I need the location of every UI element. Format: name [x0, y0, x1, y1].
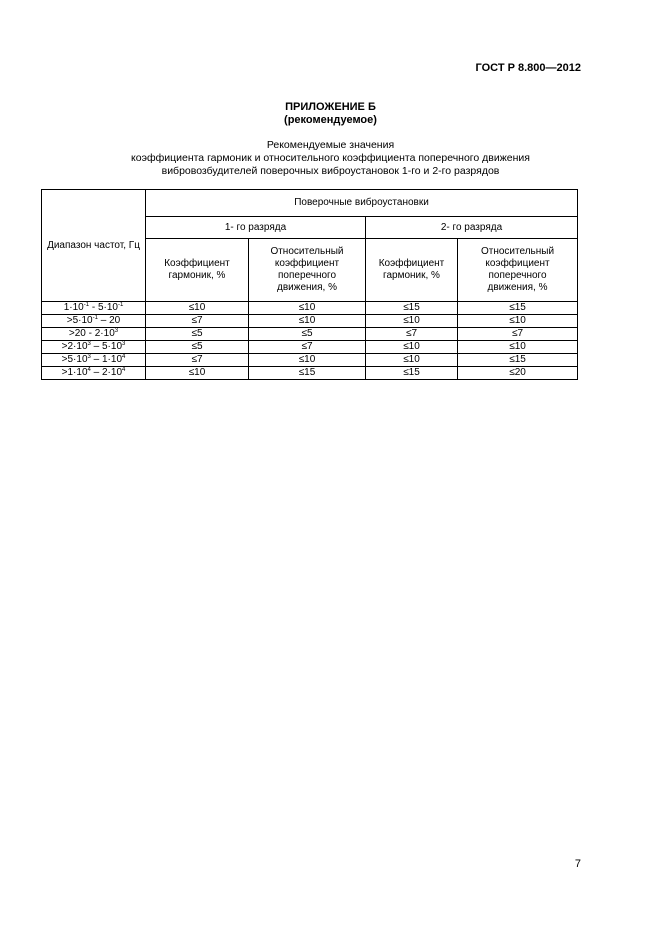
range-start: 1·10 [63, 302, 84, 313]
range-start-exponent: -1 [92, 315, 98, 321]
harmonic-coef-1-cell: ≤5 [146, 341, 249, 354]
freq-range-cell [42, 354, 146, 367]
freq-range-cell [42, 302, 146, 315]
range-separator: – [90, 341, 102, 352]
harmonic-coef-header-2: Коэффициент гармоник, % [366, 239, 458, 302]
harmonic-coef-2-cell: ≤7 [366, 328, 458, 341]
appendix-heading [0, 101, 661, 127]
range-start: >20 [68, 328, 86, 339]
table-row [42, 302, 578, 315]
range-start: >5·10 [61, 354, 88, 365]
range-end-exponent: 3 [114, 328, 119, 334]
table-row [42, 354, 578, 367]
caption-line: Рекомендуемые значения [266, 139, 395, 151]
range-end-exponent: 4 [122, 354, 126, 360]
relative-coef-2-cell: ≤15 [458, 302, 578, 315]
harmonic-coef-1-cell: ≤10 [146, 302, 249, 315]
relative-coef-header-1: Относительный коэффициент поперечного движения, % [249, 239, 366, 302]
range-start: >1·10 [61, 367, 88, 378]
table-row [42, 341, 578, 354]
harmonic-coef-1-cell: ≤7 [146, 354, 249, 367]
table-caption [0, 139, 661, 178]
range-start: >5·10 [66, 315, 93, 326]
range-end: 5·10 [97, 302, 118, 313]
freq-range-cell [42, 328, 146, 341]
relative-coef-1-cell: ≤15 [249, 367, 366, 380]
range-start-exponent: -1 [83, 302, 90, 308]
range-end-exponent: 3 [122, 341, 126, 347]
relative-coef-1-cell: ≤10 [249, 302, 366, 315]
relative-coef-1-cell: ≤10 [249, 354, 366, 367]
standard-designation: ГОСТ Р 8.800—2012 [475, 62, 581, 74]
harmonic-coef-1-cell: ≤5 [146, 328, 249, 341]
relative-coef-2-cell: ≤20 [458, 367, 578, 380]
appendix-title: ПРИЛОЖЕНИЕ Б [285, 101, 376, 113]
page-number: 7 [574, 858, 581, 870]
range-separator: – [97, 315, 110, 326]
harmonic-coef-2-cell: ≤15 [366, 367, 458, 380]
range-separator: - [89, 302, 98, 313]
harmonic-coef-2-cell: ≤15 [366, 302, 458, 315]
relative-coef-2-cell: ≤7 [458, 328, 578, 341]
group-header: Поверочные виброустановки [146, 190, 578, 217]
relative-coef-1-cell: ≤5 [249, 328, 366, 341]
range-start-exponent: 4 [87, 367, 91, 373]
range-end-exponent: 4 [122, 367, 126, 373]
table-row [42, 328, 578, 341]
range-end-exponent: -1 [117, 302, 124, 308]
relative-coef-2-cell: ≤10 [458, 315, 578, 328]
harmonic-coef-1-cell: ≤10 [146, 367, 249, 380]
freq-range-header: Диапазон частот, Гц [42, 190, 146, 302]
harmonic-coef-1-cell: ≤7 [146, 315, 249, 328]
range-separator: - [85, 328, 95, 339]
harmonic-coef-2-cell: ≤10 [366, 354, 458, 367]
grade2-header: 2- го разряда [366, 217, 578, 239]
relative-coef-2-cell: ≤15 [458, 354, 578, 367]
relative-coef-header-2: Относительный коэффициент поперечного движения, % [458, 239, 578, 302]
range-end: 20 [109, 315, 121, 326]
appendix-note: (рекомендуемое) [284, 114, 377, 126]
harmonic-coef-2-cell: ≤10 [366, 315, 458, 328]
range-start-exponent: 3 [87, 354, 91, 360]
table-row [42, 367, 578, 380]
freq-range-cell [42, 367, 146, 380]
range-separator: – [90, 354, 102, 365]
relative-coef-1-cell: ≤7 [249, 341, 366, 354]
grade1-header: 1- го разряда [146, 217, 366, 239]
range-end: 2·10 [101, 367, 122, 378]
freq-range-cell [42, 315, 146, 328]
freq-range-cell [42, 341, 146, 354]
vibration-table [41, 189, 578, 380]
harmonic-coef-2-cell: ≤10 [366, 341, 458, 354]
range-start: >2·10 [61, 341, 88, 352]
caption-line: коэффициента гармоник и относительного коэффициента поперечного движения [131, 152, 530, 164]
table-row [42, 315, 578, 328]
range-start-exponent: 3 [87, 341, 91, 347]
range-end: 5·10 [101, 341, 122, 352]
range-end: 2·10 [94, 328, 115, 339]
relative-coef-2-cell: ≤10 [458, 341, 578, 354]
relative-coef-1-cell: ≤10 [249, 315, 366, 328]
range-separator: – [90, 367, 102, 378]
range-end: 1·10 [101, 354, 122, 365]
harmonic-coef-header-1: Коэффициент гармоник, % [146, 239, 249, 302]
caption-line: вибровозбудителей поверочных виброустановок 1-го и 2-го разрядов [161, 165, 500, 177]
